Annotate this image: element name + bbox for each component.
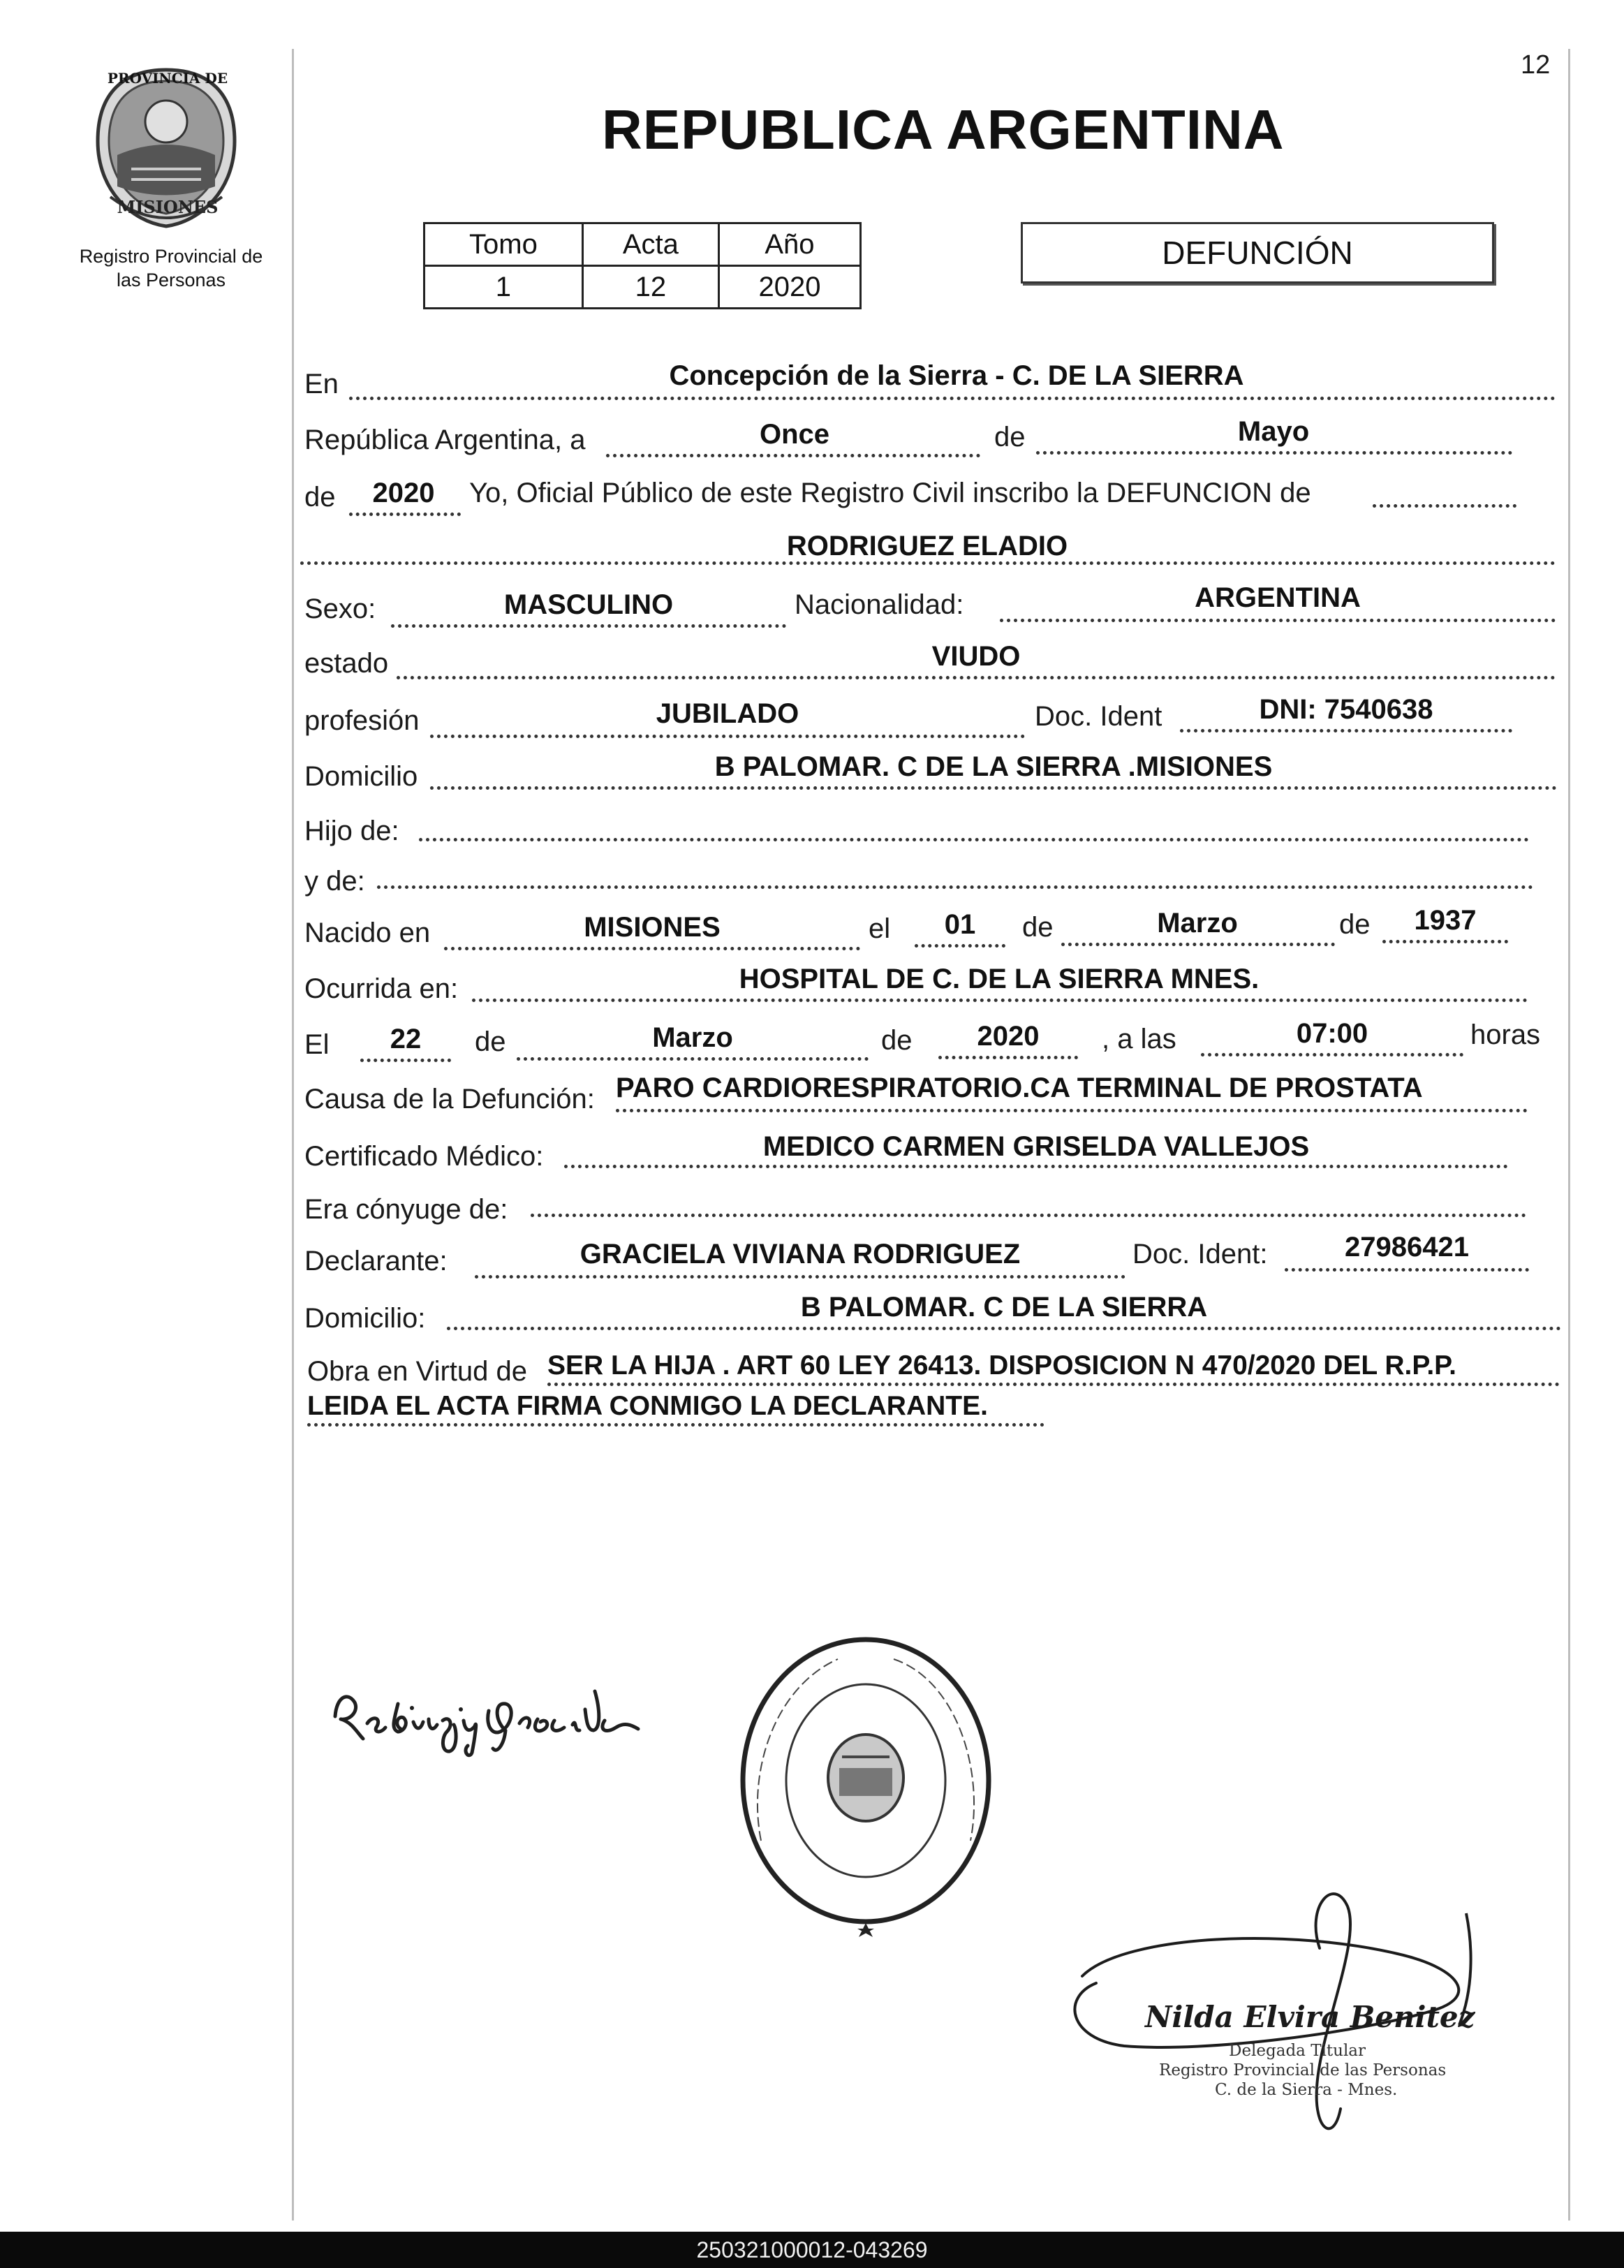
label-a-las: , a las <box>1102 1024 1176 1054</box>
barcode-text: 250321000012-043269 <box>696 2237 928 2262</box>
label-estado: estado <box>304 648 389 679</box>
defuncion-mes-value: Marzo <box>652 1022 733 1053</box>
label-yo-text: Yo, Oficial Público de este Registro Civil inscribo la DEFUNCION de <box>469 478 1311 508</box>
label-certificado: Certificado Médico: <box>304 1141 544 1172</box>
label-obra: Obra en Virtud de <box>307 1356 528 1387</box>
table-value-anio: 2020 <box>718 266 860 309</box>
declarante-signature <box>331 1662 673 1760</box>
ocurrida-en-value: HOSPITAL DE C. DE LA SIERRA MNES. <box>739 964 1260 994</box>
causa-dotline <box>616 1109 1528 1112</box>
mes-inscripcion-value: Mayo <box>1237 416 1310 447</box>
declarante-value: GRACIELA VIVIANA RODRIGUEZ <box>580 1239 1021 1269</box>
label-doc-ident-2: Doc. Ident: <box>1132 1239 1268 1269</box>
domicilio-value: B PALOMAR. C DE LA SIERRA .MISIONES <box>714 751 1273 782</box>
label-el-cap: El <box>304 1029 330 1060</box>
mes-inscripcion-dotline <box>1036 451 1512 455</box>
fallecido-dotline <box>300 561 1556 565</box>
country-title: REPUBLICA ARGENTINA <box>602 98 1285 161</box>
certificado-value: MEDICO CARMEN GRISELDA VALLEJOS <box>762 1131 1310 1162</box>
declarante-dotline <box>475 1275 1125 1279</box>
label-causa: Causa de la Defunción: <box>304 1084 595 1114</box>
hijo-de-dotline <box>419 838 1529 841</box>
nacimiento-dia-value: 01 <box>944 909 976 940</box>
domicilio-dotline <box>430 786 1557 790</box>
nacimiento-anio-dotline <box>1382 940 1508 943</box>
table-header-anio: Año <box>718 223 860 266</box>
obra-line1-dotline <box>547 1383 1560 1386</box>
nacionalidad-value: ARGENTINA <box>1195 582 1361 613</box>
label-de-1: de <box>994 422 1026 452</box>
record-type-box: DEFUNCIÓN <box>1021 222 1494 284</box>
declarante-doc-dotline <box>1285 1268 1529 1272</box>
registry-seal <box>733 1631 998 1938</box>
label-en: En <box>304 369 339 399</box>
right-margin-line <box>1568 49 1570 2221</box>
nacido-en-dotline <box>444 947 860 950</box>
label-horas: horas <box>1470 1019 1541 1050</box>
label-conyuge: Era cónyuge de: <box>304 1194 508 1225</box>
estado-value: VIUDO <box>931 641 1021 672</box>
official-stamp-line3: C. de la Sierra - Mnes. <box>1215 2081 1398 2099</box>
official-stamp-line2: Registro Provincial de las Personas <box>1159 2061 1447 2079</box>
obra-line2-dotline <box>307 1423 1044 1427</box>
label-nacionalidad: Nacionalidad: <box>795 589 964 620</box>
dia-inscripcion-dotline <box>606 454 980 457</box>
defuncion-hora-dotline <box>1201 1053 1463 1056</box>
documento-value: DNI: 7540638 <box>1259 694 1433 725</box>
dia-inscripcion-value: Once <box>759 419 830 450</box>
defuncion-dia-dotline <box>360 1059 451 1062</box>
registry-name-line1: Registro Provincial de <box>79 246 263 267</box>
documento-dotline <box>1180 729 1512 732</box>
defuncion-mes-dotline <box>517 1057 869 1061</box>
yo-tail-dotline <box>1373 504 1516 508</box>
label-declarante: Declarante: <box>304 1246 448 1276</box>
nacimiento-mes-dotline <box>1061 943 1335 946</box>
estado-dotline <box>397 676 1556 679</box>
emblem-bottom-text: MISIONES <box>117 197 219 217</box>
y-de-dotline <box>377 885 1533 889</box>
defuncion-hora-value: 07:00 <box>1296 1018 1368 1049</box>
label-domicilio-2: Domicilio: <box>304 1303 426 1334</box>
label-hijo-de: Hijo de: <box>304 816 399 846</box>
registry-name-line2: las Personas <box>116 270 226 290</box>
defuncion-dia-value: 22 <box>390 1024 422 1054</box>
label-nacido-en: Nacido en <box>304 918 431 948</box>
profesion-dotline <box>430 735 1025 738</box>
table-value-tomo: 1 <box>425 266 583 309</box>
ocurrida-en-dotline <box>472 999 1528 1002</box>
obra-line2-value: LEIDA EL ACTA FIRMA CONMIGO LA DECLARANTE. <box>307 1391 988 1421</box>
fallecido-value: RODRIGUEZ ELADIO <box>786 531 1068 561</box>
nacimiento-dia-dotline <box>915 944 1005 948</box>
nacimiento-anio-value: 1937 <box>1414 905 1477 936</box>
causa-value: PARO CARDIORESPIRATORIO.CA TERMINAL DE PROSTATA <box>616 1073 1423 1103</box>
label-sexo: Sexo: <box>304 594 376 624</box>
page-number: 12 <box>1521 50 1551 80</box>
defuncion-anio-dotline <box>938 1056 1078 1059</box>
official-stamp-line1: Delegada Titular <box>1229 2042 1366 2060</box>
document-footer <box>0 2232 1624 2268</box>
table-header-tomo: Tomo <box>425 223 583 266</box>
label-profesion: profesión <box>304 705 420 736</box>
official-signature-name: Nilda Elvira Benitez <box>1145 2000 1475 2034</box>
label-ocurrida-en: Ocurrida en: <box>304 973 459 1004</box>
label-republica: República Argentina, a <box>304 425 586 455</box>
defuncion-anio-value: 2020 <box>977 1021 1040 1052</box>
nacionalidad-dotline <box>1000 619 1556 622</box>
anio-inscripcion-dotline <box>349 513 461 516</box>
label-de-6: de <box>881 1025 913 1056</box>
label-domicilio: Domicilio <box>304 761 418 792</box>
record-table <box>423 222 862 309</box>
label-de-3: de <box>1022 912 1054 943</box>
emblem-top-text: PROVINCIA DE <box>107 70 228 87</box>
table-value-acta: 12 <box>582 266 718 309</box>
nacido-en-value: MISIONES <box>584 912 721 943</box>
conyuge-dotline <box>531 1214 1526 1217</box>
certificado-dotline <box>564 1165 1508 1168</box>
declarante-domicilio-value: B PALOMAR. C DE LA SIERRA <box>800 1292 1208 1323</box>
lugar-value: Concepción de la Sierra - C. DE LA SIERRA <box>669 360 1244 391</box>
table-header-acta: Acta <box>582 223 718 266</box>
anio-inscripcion-value: 2020 <box>372 478 435 508</box>
left-margin-line <box>292 49 294 2221</box>
label-y-de: y de: <box>304 866 365 897</box>
label-de-4: de <box>1339 909 1371 940</box>
obra-line1-value: SER LA HIJA . ART 60 LEY 26413. DISPOSICION N 470/2020 DEL R.P.P. <box>547 1350 1456 1380</box>
label-doc-ident: Doc. Ident <box>1035 701 1162 732</box>
sexo-value: MASCULINO <box>503 589 674 620</box>
label-de-5: de <box>475 1026 506 1057</box>
lugar-dotline <box>349 397 1556 400</box>
label-el: el <box>869 913 891 944</box>
profesion-value: JUBILADO <box>656 698 799 729</box>
label-de-2: de <box>304 482 336 513</box>
declarante-doc-value: 27986421 <box>1345 1232 1469 1262</box>
nacimiento-mes-value: Marzo <box>1157 908 1238 938</box>
sexo-dotline <box>391 624 786 628</box>
declarante-domicilio-dotline <box>447 1327 1561 1330</box>
